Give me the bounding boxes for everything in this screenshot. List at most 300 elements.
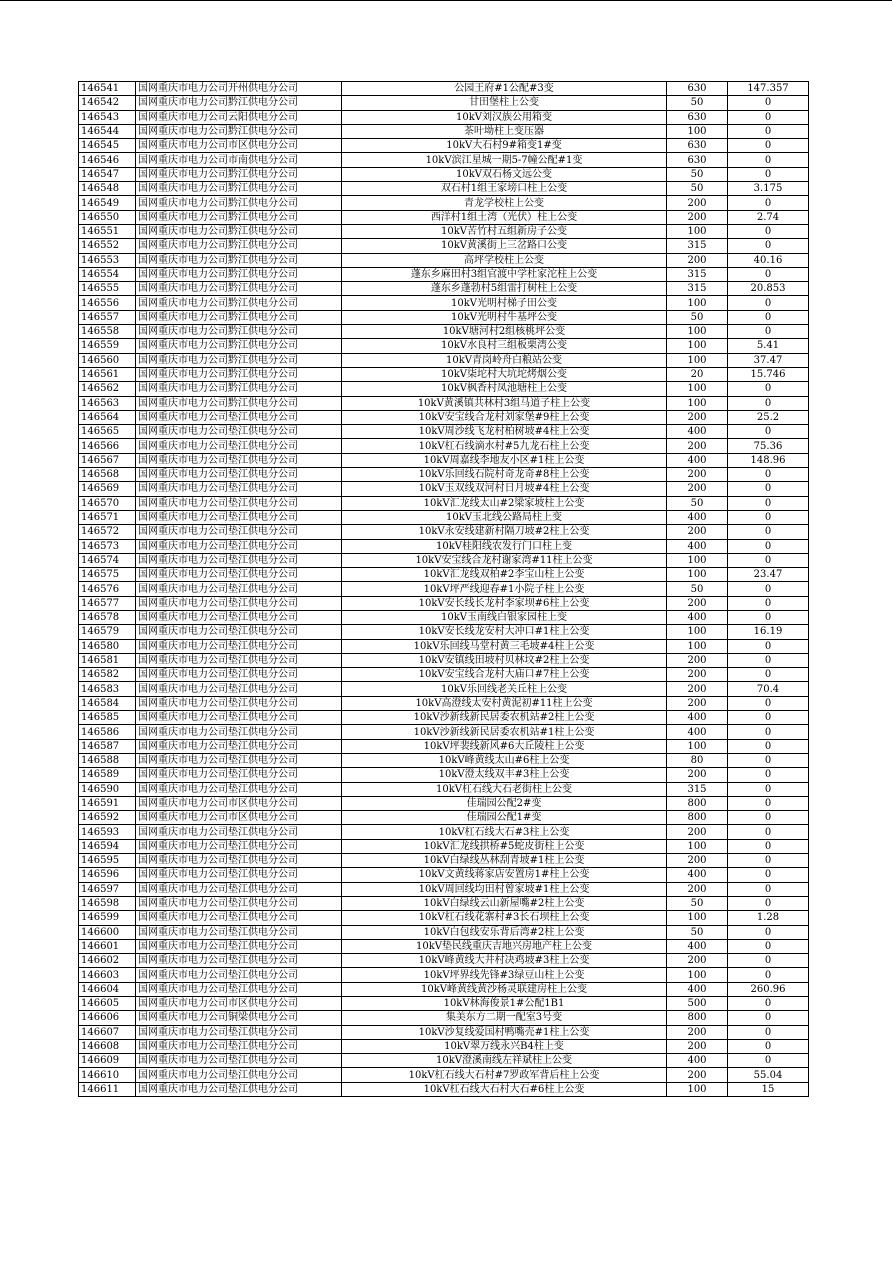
value-cell: 0 <box>728 496 809 510</box>
transformer-name-cell: 佳瑞园公配2#变 <box>342 796 667 810</box>
company-cell: 国网重庆市电力公司垫江供电分公司 <box>136 768 342 782</box>
capacity-cell: 50 <box>667 167 728 181</box>
company-cell: 国网重庆市电力公司垫江供电分公司 <box>136 682 342 696</box>
row-id-cell: 146603 <box>79 968 136 982</box>
table-row <box>79 525 809 539</box>
company-cell: 国网重庆市电力公司黔江供电分公司 <box>136 296 342 310</box>
company-cell: 国网重庆市电力公司垫江供电分公司 <box>136 925 342 939</box>
transformer-name-cell: 佳瑞园公配1#变 <box>342 811 667 825</box>
capacity-cell: 315 <box>667 267 728 281</box>
transformer-name-cell: 10kV坪界线先锋#3绿豆山柱上公变 <box>342 968 667 982</box>
row-id-cell: 146559 <box>79 339 136 353</box>
table-row <box>79 310 809 324</box>
table-row <box>79 668 809 682</box>
table-row <box>79 353 809 367</box>
transformer-name-cell: 10kV光明村梯子田公变 <box>342 296 667 310</box>
table-row <box>79 453 809 467</box>
transformer-name-cell: 集美东方二期一配室3号变 <box>342 1011 667 1025</box>
value-cell: 0 <box>728 425 809 439</box>
row-id-cell: 146571 <box>79 510 136 524</box>
capacity-cell: 200 <box>667 1025 728 1039</box>
capacity-cell: 630 <box>667 82 728 96</box>
table-row <box>79 224 809 238</box>
capacity-cell: 100 <box>667 553 728 567</box>
capacity-cell: 100 <box>667 296 728 310</box>
capacity-cell: 200 <box>667 210 728 224</box>
capacity-cell: 100 <box>667 968 728 982</box>
table-row <box>79 968 809 982</box>
capacity-cell: 400 <box>667 711 728 725</box>
value-cell: 75.36 <box>728 439 809 453</box>
transformer-name-cell: 10kV坪严线迎春#1小院子柱上公变 <box>342 582 667 596</box>
transformer-name-cell: 10kV光明村牛基坪公变 <box>342 310 667 324</box>
company-cell: 国网重庆市电力公司黔江供电分公司 <box>136 167 342 181</box>
row-id-cell: 146575 <box>79 568 136 582</box>
row-id-cell: 146597 <box>79 882 136 896</box>
capacity-cell: 400 <box>667 425 728 439</box>
capacity-cell: 800 <box>667 1011 728 1025</box>
row-id-cell: 146611 <box>79 1082 136 1096</box>
transformer-name-cell: 茶叶坳柱上变压器 <box>342 124 667 138</box>
transformer-name-cell: 10kV沙复线爱国村鸭嘴壳#1柱上公变 <box>342 1025 667 1039</box>
row-id-cell: 146582 <box>79 668 136 682</box>
company-cell: 国网重庆市电力公司垫江供电分公司 <box>136 868 342 882</box>
row-id-cell: 146604 <box>79 982 136 996</box>
value-cell: 0 <box>728 768 809 782</box>
capacity-cell: 100 <box>667 325 728 339</box>
table-row <box>79 782 809 796</box>
table-row <box>79 625 809 639</box>
table-row <box>79 196 809 210</box>
value-cell: 0 <box>728 739 809 753</box>
row-id-cell: 146587 <box>79 739 136 753</box>
value-cell: 16.19 <box>728 625 809 639</box>
value-cell: 0 <box>728 896 809 910</box>
row-id-cell: 146599 <box>79 911 136 925</box>
company-cell: 国网重庆市电力公司云阳供电分公司 <box>136 110 342 124</box>
company-cell: 国网重庆市电力公司黔江供电分公司 <box>136 210 342 224</box>
capacity-cell: 50 <box>667 310 728 324</box>
row-id-cell: 146541 <box>79 82 136 96</box>
transformer-name-cell: 10kV安长线龙安村大冲口#1柱上公变 <box>342 625 667 639</box>
company-cell: 国网重庆市电力公司垫江供电分公司 <box>136 825 342 839</box>
capacity-cell: 200 <box>667 482 728 496</box>
value-cell: 0 <box>728 582 809 596</box>
table-row <box>79 954 809 968</box>
transformer-name-cell: 10kV杠石线大石村大石#6柱上公变 <box>342 1082 667 1096</box>
row-id-cell: 146602 <box>79 954 136 968</box>
transformer-name-cell: 10kV峰黄线太山#6柱上公变 <box>342 753 667 767</box>
row-id-cell: 146591 <box>79 796 136 810</box>
row-id-cell: 146598 <box>79 896 136 910</box>
transformer-name-cell: 10kV林海俊景1#公配1B1 <box>342 997 667 1011</box>
table-row <box>79 282 809 296</box>
table-row <box>79 753 809 767</box>
value-cell: 0 <box>728 868 809 882</box>
table-row <box>79 997 809 1011</box>
capacity-cell: 315 <box>667 282 728 296</box>
company-cell: 国网重庆市电力公司垫江供电分公司 <box>136 1082 342 1096</box>
company-cell: 国网重庆市电力公司铜梁供电分公司 <box>136 1011 342 1025</box>
company-cell: 国网重庆市电力公司黔江供电分公司 <box>136 239 342 253</box>
company-cell: 国网重庆市电力公司黔江供电分公司 <box>136 224 342 238</box>
row-id-cell: 146572 <box>79 525 136 539</box>
company-cell: 国网重庆市电力公司黔江供电分公司 <box>136 96 342 110</box>
value-cell: 40.16 <box>728 253 809 267</box>
company-cell: 国网重庆市电力公司黔江供电分公司 <box>136 196 342 210</box>
table-row <box>79 896 809 910</box>
capacity-cell: 50 <box>667 896 728 910</box>
value-cell: 0 <box>728 1039 809 1053</box>
company-cell: 国网重庆市电力公司垫江供电分公司 <box>136 839 342 853</box>
transformer-name-cell: 10kV双石杨文远公变 <box>342 167 667 181</box>
company-cell: 国网重庆市电力公司垫江供电分公司 <box>136 439 342 453</box>
row-id-cell: 146560 <box>79 353 136 367</box>
table-row <box>79 596 809 610</box>
value-cell: 0 <box>728 711 809 725</box>
row-id-cell: 146574 <box>79 553 136 567</box>
capacity-cell: 200 <box>667 653 728 667</box>
value-cell: 0 <box>728 839 809 853</box>
company-cell: 国网重庆市电力公司黔江供电分公司 <box>136 325 342 339</box>
company-cell: 国网重庆市电力公司市区供电分公司 <box>136 796 342 810</box>
company-cell: 国网重庆市电力公司垫江供电分公司 <box>136 1039 342 1053</box>
company-cell: 国网重庆市电力公司黔江供电分公司 <box>136 310 342 324</box>
company-cell: 国网重庆市电力公司垫江供电分公司 <box>136 653 342 667</box>
company-cell: 国网重庆市电力公司黔江供电分公司 <box>136 124 342 138</box>
capacity-cell: 100 <box>667 124 728 138</box>
row-id-cell: 146610 <box>79 1068 136 1082</box>
row-id-cell: 146567 <box>79 453 136 467</box>
value-cell: 0 <box>728 510 809 524</box>
value-cell: 0 <box>728 753 809 767</box>
table-row <box>79 167 809 181</box>
table-row <box>79 482 809 496</box>
row-id-cell: 146564 <box>79 410 136 424</box>
row-id-cell: 146550 <box>79 210 136 224</box>
value-cell: 0 <box>728 196 809 210</box>
row-id-cell: 146584 <box>79 696 136 710</box>
transformer-name-cell: 10kV杠石线大石#3柱上公变 <box>342 825 667 839</box>
transformer-name-cell: 10kV高澄线太安村黄泥初#11柱上公变 <box>342 696 667 710</box>
transformer-name-cell: 10kV安宝线合龙村刘家堡#9柱上公变 <box>342 410 667 424</box>
company-cell: 国网重庆市电力公司垫江供电分公司 <box>136 496 342 510</box>
capacity-cell: 400 <box>667 610 728 624</box>
transformer-name-cell: 10kV乐回线石院村奇龙奇#8柱上公变 <box>342 468 667 482</box>
value-cell: 0 <box>728 239 809 253</box>
transformer-name-cell: 10kV汇龙线拱桥#5蛇皮街柱上公变 <box>342 839 667 853</box>
value-cell: 3.175 <box>728 182 809 196</box>
row-id-cell: 146600 <box>79 925 136 939</box>
value-cell: 0 <box>728 1054 809 1068</box>
company-cell: 国网重庆市电力公司黔江供电分公司 <box>136 282 342 296</box>
capacity-cell: 100 <box>667 839 728 853</box>
transformer-name-cell: 10kV黄溪镇共林村3组马道子柱上公变 <box>342 396 667 410</box>
transformer-name-cell: 10kV白绿线丛林刮青坡#1柱上公变 <box>342 854 667 868</box>
company-cell: 国网重庆市电力公司垫江供电分公司 <box>136 525 342 539</box>
company-cell: 国网重庆市电力公司垫江供电分公司 <box>136 696 342 710</box>
transformer-name-cell: 10kV安镇线田坡村贝林坟#2柱上公变 <box>342 653 667 667</box>
transformer-name-cell: 10kV翠万线永兴B4柱上变 <box>342 1039 667 1053</box>
value-cell: 0 <box>728 267 809 281</box>
company-cell: 国网重庆市电力公司黔江供电分公司 <box>136 182 342 196</box>
transformer-name-cell: 10kV坪裴线新风#6大丘陵柱上公变 <box>342 739 667 753</box>
table-row <box>79 582 809 596</box>
company-cell: 国网重庆市电力公司垫江供电分公司 <box>136 510 342 524</box>
transformer-name-cell: 10kV安宝线合龙村谢家湾#11柱上公变 <box>342 553 667 567</box>
row-id-cell: 146595 <box>79 854 136 868</box>
transformer-name-cell: 10kV峰黄线黄沙杨灵联建房柱上公变 <box>342 982 667 996</box>
row-id-cell: 146545 <box>79 139 136 153</box>
row-id-cell: 146601 <box>79 939 136 953</box>
capacity-cell: 200 <box>667 825 728 839</box>
value-cell: 25.2 <box>728 410 809 424</box>
value-cell: 148.96 <box>728 453 809 467</box>
company-cell: 国网重庆市电力公司垫江供电分公司 <box>136 410 342 424</box>
capacity-cell: 800 <box>667 811 728 825</box>
table-row <box>79 639 809 653</box>
capacity-cell: 200 <box>667 439 728 453</box>
value-cell: 20.853 <box>728 282 809 296</box>
value-cell: 0 <box>728 482 809 496</box>
row-id-cell: 146551 <box>79 224 136 238</box>
capacity-cell: 100 <box>667 396 728 410</box>
row-id-cell: 146544 <box>79 124 136 138</box>
transformer-name-cell: 10kV杠石线花寨村#3长石坝柱上公变 <box>342 911 667 925</box>
row-id-cell: 146588 <box>79 753 136 767</box>
row-id-cell: 146583 <box>79 682 136 696</box>
row-id-cell: 146558 <box>79 325 136 339</box>
value-cell: 0 <box>728 139 809 153</box>
table-row <box>79 1011 809 1025</box>
transformer-name-cell: 10kV黄溪街上三岔路口公变 <box>342 239 667 253</box>
capacity-cell: 200 <box>667 196 728 210</box>
capacity-cell: 200 <box>667 1039 728 1053</box>
value-cell: 0 <box>728 782 809 796</box>
table-row <box>79 367 809 381</box>
capacity-cell: 400 <box>667 1054 728 1068</box>
capacity-cell: 400 <box>667 539 728 553</box>
transformer-name-cell: 10kV乐回线老关丘柱上公变 <box>342 682 667 696</box>
transformer-name-cell: 青龙学校柱上公变 <box>342 196 667 210</box>
value-cell: 0 <box>728 968 809 982</box>
company-cell: 国网重庆市电力公司垫江供电分公司 <box>136 668 342 682</box>
transformer-name-cell: 高坪学校柱上公变 <box>342 253 667 267</box>
value-cell: 15.746 <box>728 367 809 381</box>
row-id-cell: 146557 <box>79 310 136 324</box>
transformer-name-cell: 10kV桂阳线农发行门口柱上变 <box>342 539 667 553</box>
table-row <box>79 1054 809 1068</box>
value-cell: 0 <box>728 325 809 339</box>
capacity-cell: 200 <box>667 682 728 696</box>
value-cell: 0 <box>728 396 809 410</box>
row-id-cell: 146585 <box>79 711 136 725</box>
capacity-cell: 500 <box>667 997 728 1011</box>
capacity-cell: 630 <box>667 139 728 153</box>
table-row <box>79 296 809 310</box>
row-id-cell: 146555 <box>79 282 136 296</box>
transformer-name-cell: 蓬东乡麻田村3组官渡中学杜家沱柱上公变 <box>342 267 667 281</box>
capacity-cell: 200 <box>667 596 728 610</box>
table-row <box>79 110 809 124</box>
capacity-cell: 200 <box>667 954 728 968</box>
row-id-cell: 146605 <box>79 997 136 1011</box>
company-cell: 国网重庆市电力公司黔江供电分公司 <box>136 396 342 410</box>
row-id-cell: 146542 <box>79 96 136 110</box>
table-row <box>79 153 809 167</box>
value-cell: 0 <box>728 639 809 653</box>
company-cell: 国网重庆市电力公司垫江供电分公司 <box>136 896 342 910</box>
capacity-cell: 315 <box>667 239 728 253</box>
company-cell: 国网重庆市电力公司垫江供电分公司 <box>136 753 342 767</box>
row-id-cell: 146590 <box>79 782 136 796</box>
table-row <box>79 82 809 96</box>
capacity-cell: 200 <box>667 696 728 710</box>
capacity-cell: 100 <box>667 639 728 653</box>
table-row <box>79 325 809 339</box>
company-cell: 国网重庆市电力公司垫江供电分公司 <box>136 939 342 953</box>
table-row <box>79 725 809 739</box>
row-id-cell: 146566 <box>79 439 136 453</box>
table-row <box>79 696 809 710</box>
row-id-cell: 146568 <box>79 468 136 482</box>
table-row <box>79 439 809 453</box>
row-id-cell: 146579 <box>79 625 136 639</box>
table-row <box>79 267 809 281</box>
transformer-name-cell: 公园王府#1公配#3变 <box>342 82 667 96</box>
value-cell: 0 <box>728 1025 809 1039</box>
value-cell: 0 <box>728 997 809 1011</box>
value-cell: 0 <box>728 696 809 710</box>
transformer-name-cell: 甘田堡柱上公变 <box>342 96 667 110</box>
transformer-name-cell: 10kV沙新线新民居委农机站#1柱上公变 <box>342 725 667 739</box>
row-id-cell: 146576 <box>79 582 136 596</box>
company-cell: 国网重庆市电力公司垫江供电分公司 <box>136 553 342 567</box>
capacity-cell: 200 <box>667 668 728 682</box>
value-cell: 0 <box>728 796 809 810</box>
company-cell: 国网重庆市电力公司黔江供电分公司 <box>136 253 342 267</box>
transformer-name-cell: 10kV塘河村2组核桃坪公变 <box>342 325 667 339</box>
transformer-name-cell: 10kV白绿线云山新屋嘴#2柱上公变 <box>342 896 667 910</box>
row-id-cell: 146561 <box>79 367 136 381</box>
capacity-cell: 630 <box>667 153 728 167</box>
transformer-name-cell: 10kV玉双线双河村日月坡#4柱上公变 <box>342 482 667 496</box>
value-cell: 55.04 <box>728 1068 809 1082</box>
transformer-name-cell: 10kV杠石线滴水村#5九龙石柱上公变 <box>342 439 667 453</box>
transformer-name-cell: 10kV枫香村凤池塘柱上公变 <box>342 382 667 396</box>
value-cell: 0 <box>728 553 809 567</box>
transformer-name-cell: 10kV永安线建新村隔刀坡#2柱上公变 <box>342 525 667 539</box>
transformer-name-cell: 10kV澄溪南线左祥斌柱上公变 <box>342 1054 667 1068</box>
row-id-cell: 146556 <box>79 296 136 310</box>
table-row <box>79 1082 809 1096</box>
table-row <box>79 410 809 424</box>
company-cell: 国网重庆市电力公司垫江供电分公司 <box>136 425 342 439</box>
capacity-cell: 20 <box>667 367 728 381</box>
transformer-name-cell: 10kV苦竹村五组新房子公变 <box>342 224 667 238</box>
table-row <box>79 210 809 224</box>
capacity-cell: 50 <box>667 96 728 110</box>
table-row <box>79 339 809 353</box>
row-id-cell: 146563 <box>79 396 136 410</box>
value-cell: 2.74 <box>728 210 809 224</box>
capacity-cell: 400 <box>667 453 728 467</box>
table-row <box>79 811 809 825</box>
value-cell: 0 <box>728 854 809 868</box>
value-cell: 70.4 <box>728 682 809 696</box>
company-cell: 国网重庆市电力公司垫江供电分公司 <box>136 739 342 753</box>
capacity-cell: 400 <box>667 868 728 882</box>
transformer-name-cell: 10kV安宝线合龙村大庙口#7柱上公变 <box>342 668 667 682</box>
row-id-cell: 146547 <box>79 167 136 181</box>
table-row <box>79 939 809 953</box>
capacity-cell: 100 <box>667 739 728 753</box>
table-row <box>79 1068 809 1082</box>
company-cell: 国网重庆市电力公司垫江供电分公司 <box>136 954 342 968</box>
row-id-cell: 146596 <box>79 868 136 882</box>
value-cell: 0 <box>728 811 809 825</box>
transformer-name-cell: 10kV乐回线马堂村黄三毛坡#4柱上公变 <box>342 639 667 653</box>
transformer-name-cell: 10kV杠石线大石村#7罗政军背后柱上公变 <box>342 1068 667 1082</box>
table-row <box>79 882 809 896</box>
capacity-cell: 200 <box>667 854 728 868</box>
company-cell: 国网重庆市电力公司垫江供电分公司 <box>136 596 342 610</box>
row-id-cell: 146581 <box>79 653 136 667</box>
company-cell: 国网重庆市电力公司垫江供电分公司 <box>136 1068 342 1082</box>
transformer-name-cell: 10kV澄太线双丰#3柱上公变 <box>342 768 667 782</box>
table-row <box>79 182 809 196</box>
company-cell: 国网重庆市电力公司垫江供电分公司 <box>136 911 342 925</box>
value-cell: 15 <box>728 1082 809 1096</box>
capacity-cell: 315 <box>667 782 728 796</box>
company-cell: 国网重庆市电力公司垫江供电分公司 <box>136 625 342 639</box>
table-row <box>79 382 809 396</box>
row-id-cell: 146543 <box>79 110 136 124</box>
row-id-cell: 146608 <box>79 1039 136 1053</box>
table-row <box>79 139 809 153</box>
transformer-name-cell: 10kV刘汉族公用箱变 <box>342 110 667 124</box>
row-id-cell: 146570 <box>79 496 136 510</box>
transformer-name-cell: 10kV安长线长龙村李家坝#6柱上公变 <box>342 596 667 610</box>
table-row <box>79 868 809 882</box>
company-cell: 国网重庆市电力公司黔江供电分公司 <box>136 267 342 281</box>
company-cell: 国网重庆市电力公司黔江供电分公司 <box>136 353 342 367</box>
capacity-cell: 400 <box>667 939 728 953</box>
table-row <box>79 239 809 253</box>
capacity-cell: 50 <box>667 582 728 596</box>
table-row <box>79 825 809 839</box>
capacity-cell: 200 <box>667 882 728 896</box>
capacity-cell: 100 <box>667 1082 728 1096</box>
transformer-name-cell: 蓬东乡蓬勃村5组雷打树柱上公变 <box>342 282 667 296</box>
transformer-name-cell: 10kV汇龙线双柏#2李宝山柱上公变 <box>342 568 667 582</box>
row-id-cell: 146554 <box>79 267 136 281</box>
page-top-rule <box>0 0 892 1</box>
capacity-cell: 50 <box>667 496 728 510</box>
table-row <box>79 124 809 138</box>
row-id-cell: 146606 <box>79 1011 136 1025</box>
company-cell: 国网重庆市电力公司垫江供电分公司 <box>136 453 342 467</box>
company-cell: 国网重庆市电力公司垫江供电分公司 <box>136 1025 342 1039</box>
company-cell: 国网重庆市电力公司黔江供电分公司 <box>136 367 342 381</box>
transformer-name-cell: 10kV峰黄线大井村决鸡坡#3柱上公变 <box>342 954 667 968</box>
company-cell: 国网重庆市电力公司垫江供电分公司 <box>136 982 342 996</box>
company-cell: 国网重庆市电力公司垫江供电分公司 <box>136 854 342 868</box>
transformer-table <box>78 81 809 1097</box>
capacity-cell: 50 <box>667 182 728 196</box>
capacity-cell: 200 <box>667 525 728 539</box>
capacity-cell: 200 <box>667 410 728 424</box>
